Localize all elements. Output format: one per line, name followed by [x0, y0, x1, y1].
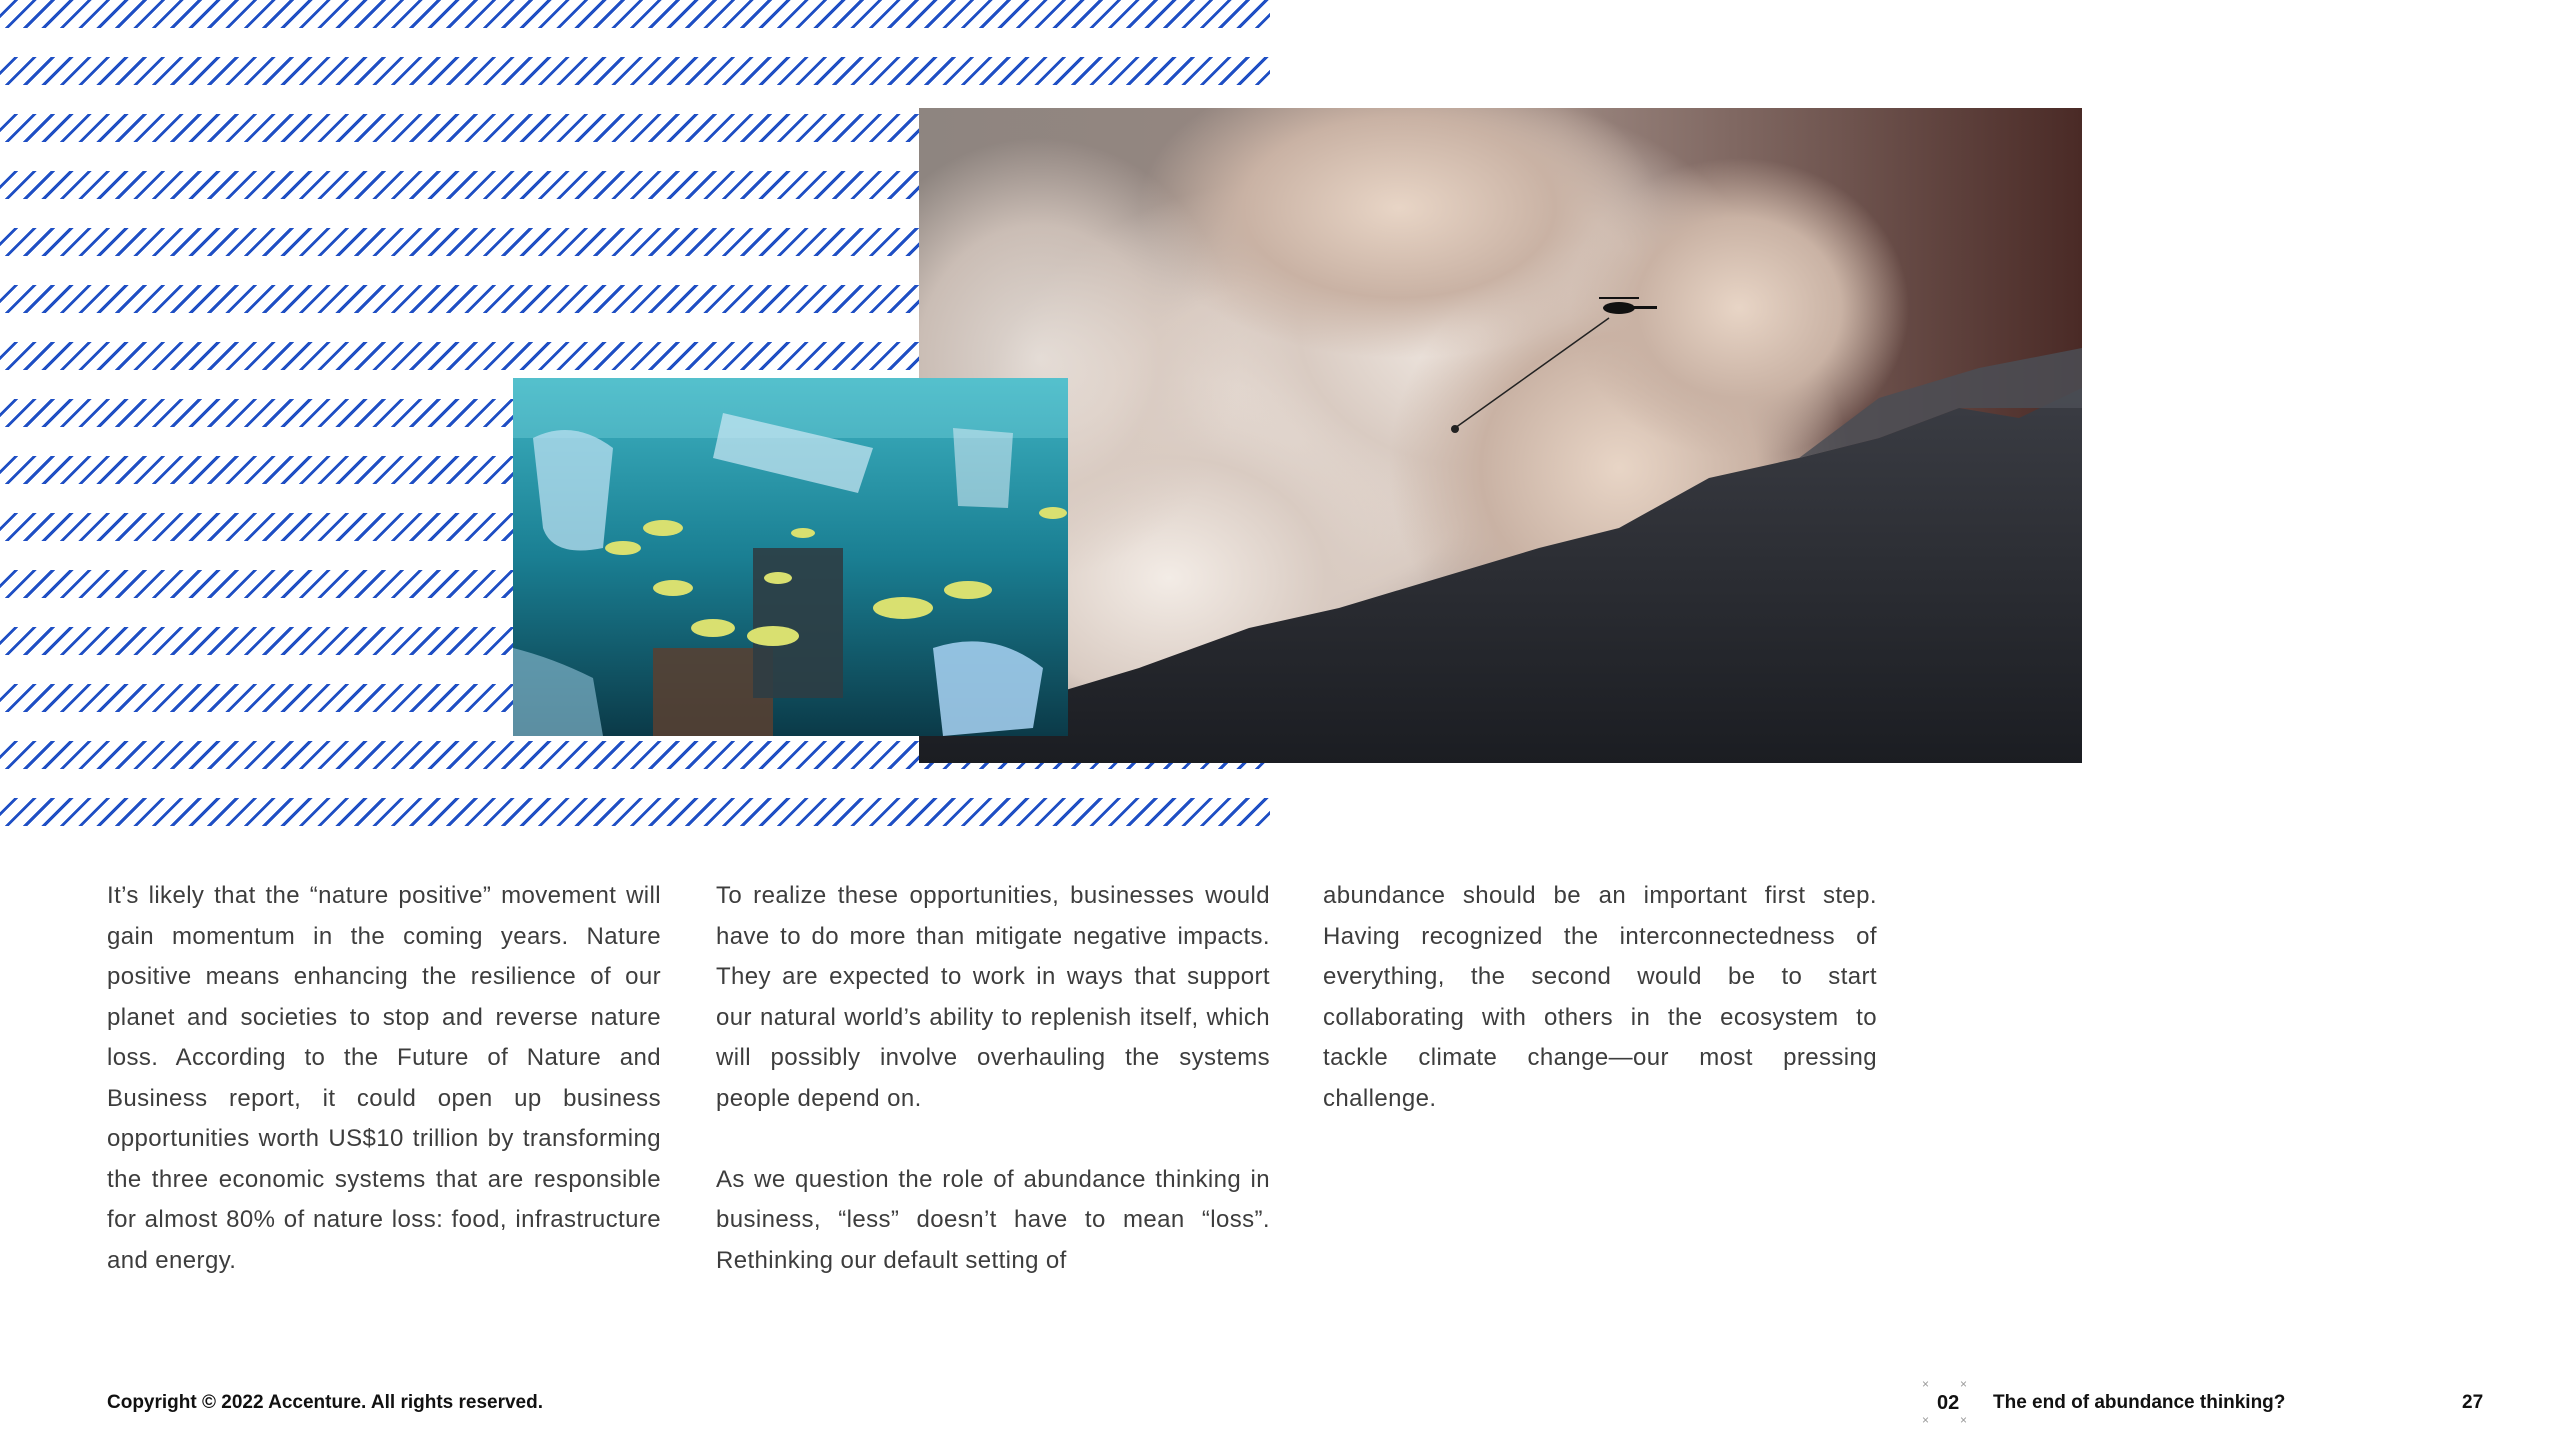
section-marker-icon: × × × ×: [1922, 1377, 1968, 1427]
ocean-plastic-photo: [513, 378, 1068, 736]
text-column-3: [1323, 876, 1877, 1119]
page-number: 27: [2462, 1392, 2484, 1413]
copyright-text: Copyright © 2022 Accenture. All rights reserved.: [107, 1392, 544, 1413]
wildfire-photo: [919, 108, 2082, 763]
paragraph: It’s likely that the “nature positive” movement will gain momentum in the coming years. Nature positive means enhancing the resilience of our planet and societies to stop and reverse nature loss. According to the Future of Nature and Business report, it could open up business opportunities worth US$10 trillion by transforming the three economic systems that are responsible for almost 80% of nature loss: food, infrastructure and energy.: [107, 882, 661, 1274]
paragraph: abundance should be an important first step. Having recognized the interconnectedness of everything, the second would be to start collaborating with others in the ecosystem to tackle climate change—our most pressing challenge.: [1323, 882, 1877, 1112]
section-title-link[interactable]: The end of abundance thinking?: [1993, 1392, 2286, 1413]
section-number: 02: [1937, 1392, 1960, 1414]
text-column-1: [107, 876, 661, 1281]
paragraph: To realize these opportunities, businesses would have to do more than mitigate negative impacts. They are expected to work in ways that support our natural world’s ability to replenish itself, which will possibly involve overhauling the systems people depend on.: [716, 882, 1270, 1112]
paragraph: As we question the role of abundance thinking in business, “less” doesn’t have to mean “loss”. Rethinking our default setting of: [716, 1165, 1270, 1274]
text-column-2: [716, 876, 1270, 1281]
